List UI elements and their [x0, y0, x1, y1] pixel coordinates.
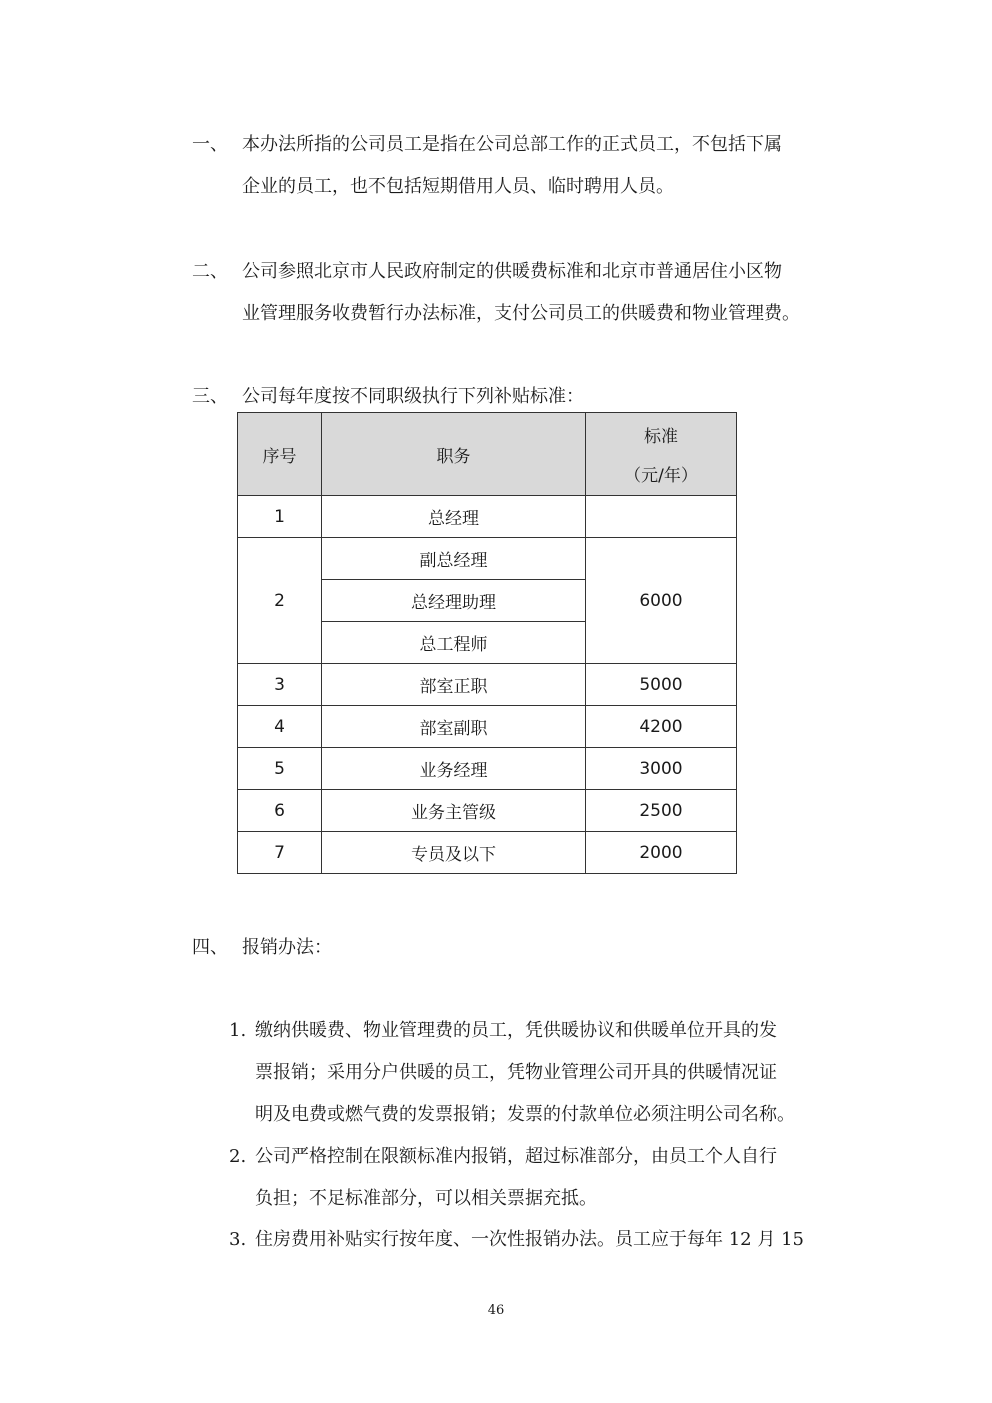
allowance-table	[237, 412, 737, 874]
item-text-line: 负担；不足标准部分，可以相关票据充抵。	[255, 1188, 597, 1209]
item-number: 1.	[229, 1020, 247, 1041]
cell-position: 专员及以下	[322, 832, 586, 874]
cell-position: 副总经理	[322, 538, 586, 580]
section-text-line: 业管理服务收费暂行办法标准，支付公司员工的供暖费和物业管理费。	[242, 303, 800, 324]
item-text-line: 缴纳供暖费、物业管理费的员工，凭供暖协议和供暖单位开具的发	[255, 1020, 777, 1041]
cell-position: 总经理助理	[322, 580, 586, 622]
cell-amount	[586, 496, 737, 538]
cell-amount: 6000	[586, 538, 737, 664]
cell-amount: 2000	[586, 832, 737, 874]
header-position: 职务	[322, 413, 586, 496]
table-row	[238, 832, 737, 874]
table-row	[238, 664, 737, 706]
cell-amount: 2500	[586, 790, 737, 832]
cell-seq: 2	[238, 538, 322, 664]
section-text-line: 本办法所指的公司员工是指在公司总部工作的正式员工，不包括下属	[242, 134, 782, 155]
table-row	[238, 706, 737, 748]
cell-seq: 1	[238, 496, 322, 538]
cell-seq: 4	[238, 706, 322, 748]
cell-seq: 3	[238, 664, 322, 706]
cell-position: 总经理	[322, 496, 586, 538]
cell-amount: 5000	[586, 664, 737, 706]
header-seq: 序号	[238, 413, 322, 496]
cell-position: 总工程师	[322, 622, 586, 664]
cell-position: 业务经理	[322, 748, 586, 790]
table-row	[238, 748, 737, 790]
section-text-line: 公司每年度按不同职级执行下列补贴标准：	[242, 386, 584, 407]
page-number: 46	[487, 1303, 505, 1318]
section-text-line: 报销办法：	[242, 937, 332, 958]
cell-amount: 3000	[586, 748, 737, 790]
item-text-line: 票报销；采用分户供暖的员工，凭物业管理公司开具的供暖情况证	[255, 1062, 777, 1083]
header-standard-unit: （元/年）	[624, 466, 698, 486]
cell-position: 部室副职	[322, 706, 586, 748]
table-row	[238, 790, 737, 832]
table-header-row	[238, 413, 737, 496]
section-number: 一、	[192, 134, 228, 155]
cell-seq: 7	[238, 832, 322, 874]
cell-position: 业务主管级	[322, 790, 586, 832]
item-text-line: 住房费用补贴实行按年度、一次性报销办法。员工应于每年 12 月 15	[255, 1229, 804, 1250]
item-number: 2.	[229, 1146, 247, 1167]
cell-seq: 5	[238, 748, 322, 790]
header-standard-label: 标准	[644, 427, 678, 447]
table-row	[238, 496, 737, 538]
section-text-line: 公司参照北京市人民政府制定的供暖费标准和北京市普通居住小区物	[242, 261, 782, 282]
cell-seq: 6	[238, 790, 322, 832]
cell-position: 部室正职	[322, 664, 586, 706]
table-row	[238, 538, 737, 580]
cell-amount: 4200	[586, 706, 737, 748]
item-text-line: 明及电费或燃气费的发票报销；发票的付款单位必须注明公司名称。	[255, 1104, 795, 1125]
section-text-line: 企业的员工，也不包括短期借用人员、临时聘用人员。	[242, 176, 674, 197]
section-number: 四、	[192, 937, 228, 958]
section-number: 二、	[192, 261, 228, 282]
section-number: 三、	[192, 386, 228, 407]
header-standard	[586, 413, 737, 496]
item-text-line: 公司严格控制在限额标准内报销，超过标准部分，由员工个人自行	[255, 1146, 777, 1167]
item-number: 3.	[229, 1229, 247, 1250]
